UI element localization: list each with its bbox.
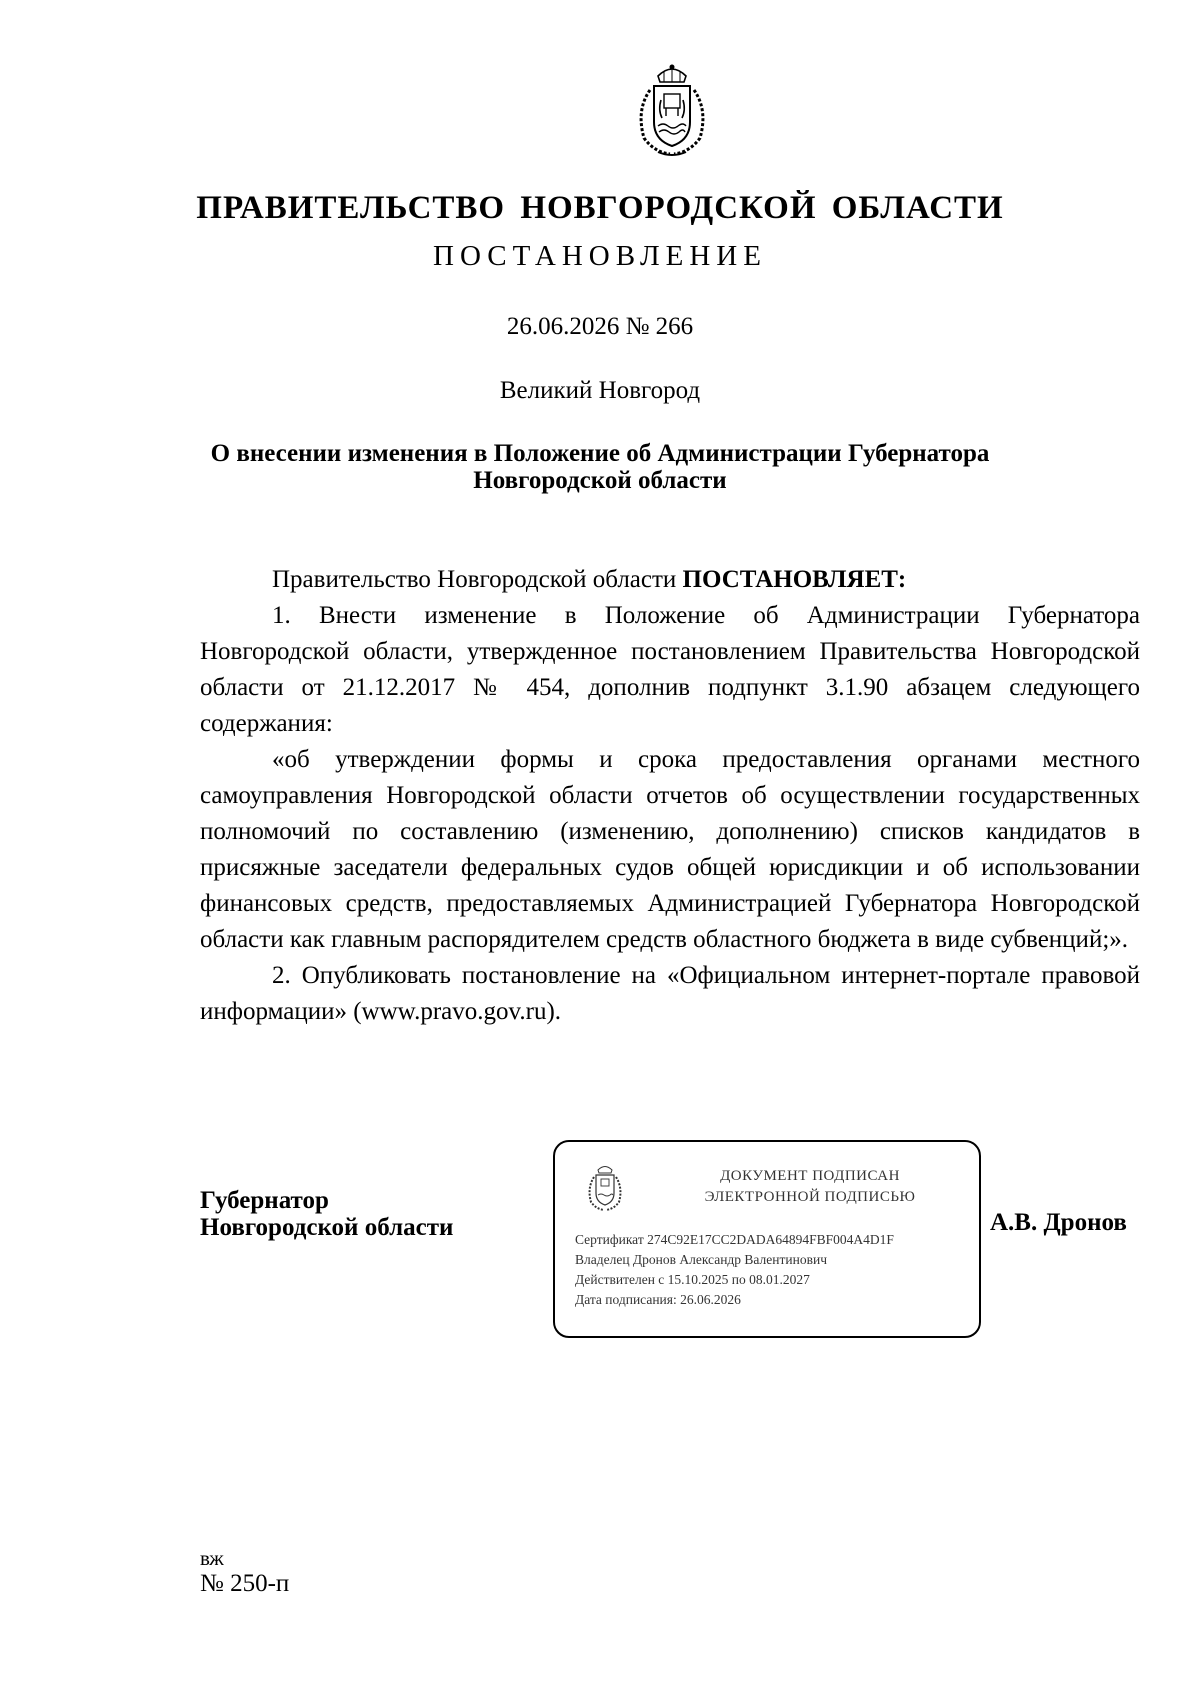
stamp-validity: Действителен с 15.10.2025 по 08.01.2027 bbox=[575, 1272, 810, 1287]
stamp-details bbox=[575, 1230, 894, 1310]
preamble-decree: ПОСТАНОВЛЯЕТ: bbox=[682, 566, 907, 593]
paragraph-2: 2. Опубликовать постановление на «Официальном интернет-портале правовой информации» (www.pravo.gov.ru). bbox=[200, 962, 1140, 1025]
novgorod-coat-of-arms-icon bbox=[583, 1162, 627, 1214]
stamp-signed-date: Дата подписания: 26.06.2026 bbox=[575, 1292, 741, 1307]
position-line-2: Новгородской области bbox=[200, 1214, 454, 1241]
date-and-number: 26.06.2026 № 266 bbox=[506, 313, 694, 340]
project-number: № 250-п bbox=[200, 1570, 290, 1597]
title-line-2: Новгородской области bbox=[473, 467, 727, 494]
signatory-name: А.В. Дронов bbox=[990, 1209, 1127, 1236]
novgorod-coat-of-arms-icon bbox=[628, 60, 716, 160]
electronic-signature-stamp bbox=[553, 1140, 981, 1338]
stamp-owner: Владелец Дронов Александр Валентинович bbox=[575, 1252, 827, 1267]
stamp-header-line-1: ДОКУМЕНТ ПОДПИСАН bbox=[720, 1168, 900, 1184]
paragraph-quote: «об утверждении формы и срока предоставления органами местного самоуправления Новгородской области отчетов об осуществлении государственных полномочий по составлению (изменению, дополнению) списков кандидатов в присяжные заседатели федеральных судов общей юрисдикции и об использовании финансовых средств, предоставляемых Администрацией Губернатора Новгородской области как главным распорядителем средств областного бюджета в виде субвенций;». bbox=[200, 746, 1140, 953]
stamp-header bbox=[655, 1166, 965, 1208]
preamble bbox=[200, 562, 1140, 598]
document-title bbox=[160, 440, 1040, 494]
executor-initials: вж bbox=[200, 1546, 224, 1570]
paragraph-1: 1. Внести изменение в Положение об Администрации Губернатора Новгородской области, утвержденное постановлением Правительства Новгородской области от 21.12.2017 № 454, дополнив подпункт 3.1.90 абзацем следующего содержания: bbox=[200, 602, 1140, 737]
document-body bbox=[200, 562, 1140, 1030]
city: Великий Новгород bbox=[499, 377, 701, 404]
document-footer bbox=[200, 1545, 289, 1597]
organization-name: ПРАВИТЕЛЬСТВО НОВГОРОДСКОЙ ОБЛАСТИ bbox=[196, 190, 1004, 226]
preamble-text: Правительство Новгородской области bbox=[272, 566, 683, 593]
document-type: ПОСТАНОВЛЕНИЕ bbox=[433, 240, 767, 272]
stamp-certificate: Сертификат 274C92E17CC2DADA64894FBF004A4D1F bbox=[575, 1232, 894, 1247]
signatory-position bbox=[200, 1187, 453, 1241]
title-line-1: О внесении изменения в Положение об Администрации Губернатора bbox=[210, 440, 990, 467]
position-line-1: Губернатор bbox=[200, 1187, 329, 1214]
stamp-header-line-2: ЭЛЕКТРОННОЙ ПОДПИСЬЮ bbox=[704, 1189, 916, 1205]
